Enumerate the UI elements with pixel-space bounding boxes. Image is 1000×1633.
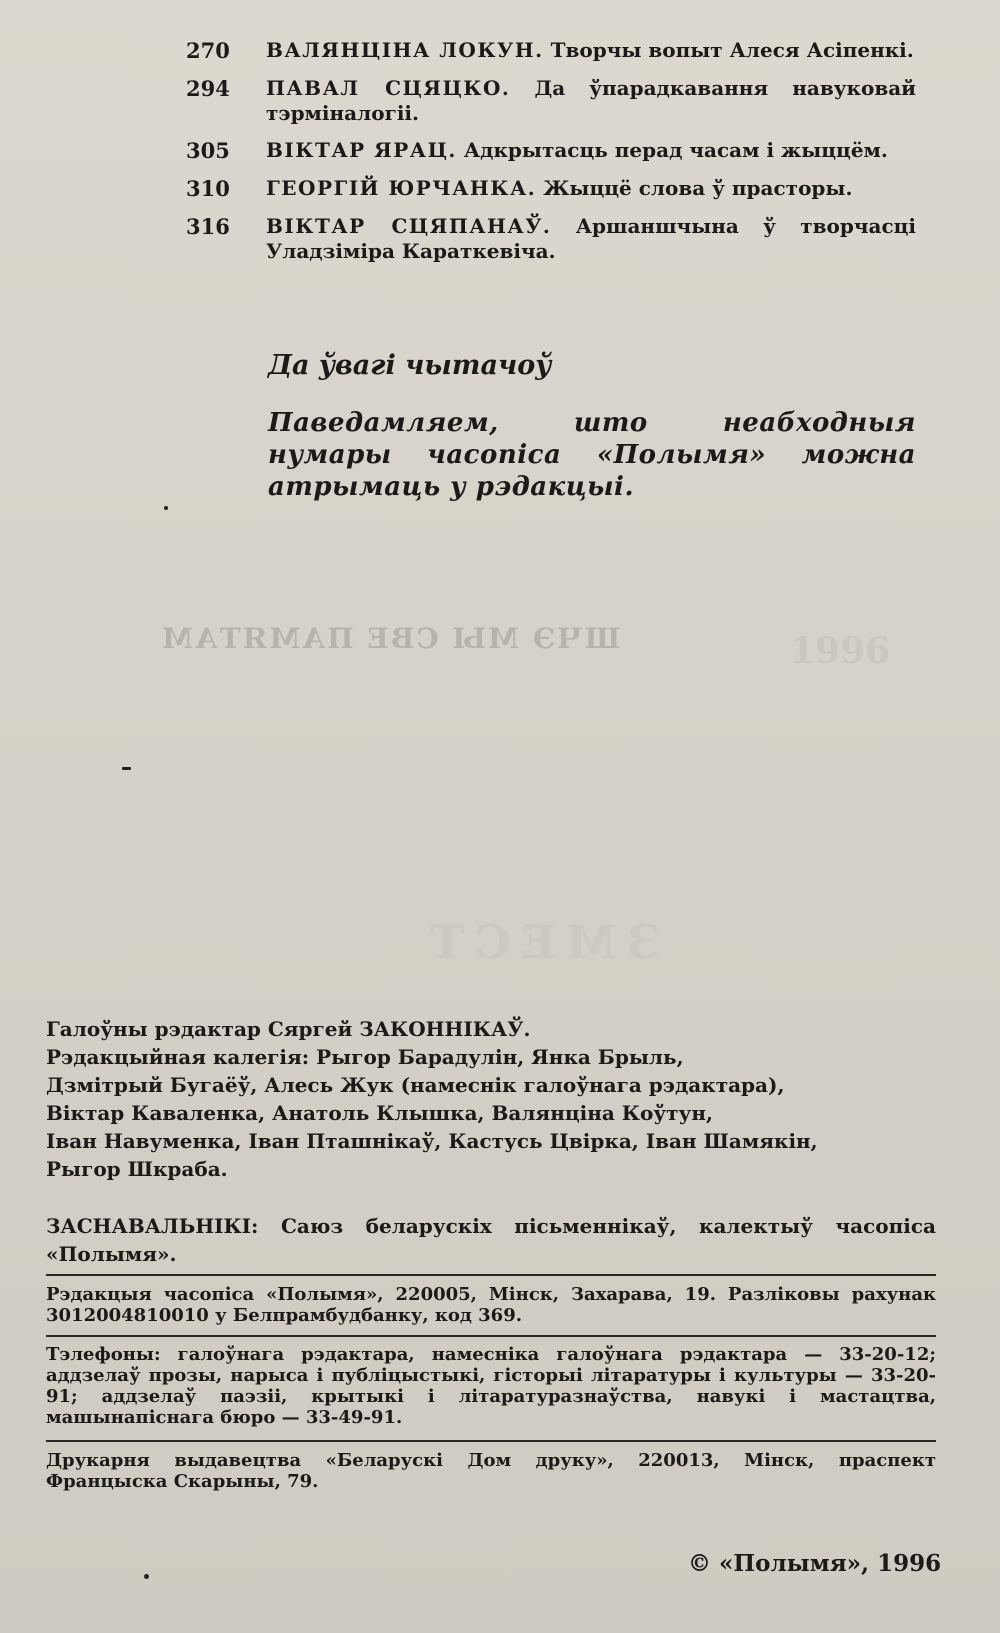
- editorial-board-line: Дзмітрый Бугаёў, Алесь Жук (намеснік галоўнага рэдактара),: [46, 1073, 785, 1097]
- editorial-board-line: Рэдакцыйная калегія: Рыгор Барадулін, Янка Брыль,: [46, 1045, 684, 1069]
- toc-entry-text: [266, 38, 916, 64]
- toc-entry: [186, 176, 916, 202]
- divider: [46, 1335, 936, 1337]
- toc-page-number: 305: [186, 138, 230, 163]
- toc-entry: [186, 138, 916, 164]
- toc-title: Да ўпарадкавання навуковай тэрміналогіі.: [266, 76, 917, 125]
- founders: ЗАСНАВАЛЬНІКІ: Саюз беларускіх пісьменнікаў, калектыў часопіса «Полымя».: [46, 1214, 936, 1266]
- printing-house: Друкарня выдавецтва «Беларускі Дом друку», 220013, Мінск, праспект Францыска Скарыны, 79.: [46, 1450, 936, 1492]
- toc-entry-text: [266, 138, 916, 164]
- toc-entry-text: [266, 176, 916, 202]
- toc-page-number: 310: [186, 176, 230, 201]
- editorial-board-line: Іван Навуменка, Іван Пташнікаў, Кастусь Цвірка, Іван Шамякін,: [46, 1129, 818, 1153]
- toc-author: ВАЛЯНЦІНА ЛОКУН.: [266, 38, 544, 62]
- toc-author: ВІКТАР СЦЯПАНАЎ.: [266, 214, 552, 238]
- toc-title: Жыццё слова ў прасторы.: [543, 176, 853, 200]
- print-speck: [164, 506, 168, 510]
- toc-entry-text: [266, 76, 916, 126]
- toc-page-number: 316: [186, 214, 230, 239]
- editor-in-chief-line: Галоўны рэдактар Сяргей ЗАКОННІКАЎ.: [46, 1017, 531, 1041]
- bleed-through-text: ШЧЭ МЫ СВЕ ПАМЯТАМ: [160, 622, 621, 655]
- bleed-through-text: 1996: [790, 630, 891, 672]
- toc-title: Аршаншчына ў творчасці Уладзіміра Караткевіча.: [266, 214, 917, 263]
- notice-heading: Да ўвагі чытачоў: [268, 350, 552, 381]
- editorial-board: [46, 1015, 936, 1183]
- toc-author: ВІКТАР ЯРАЦ.: [266, 138, 457, 162]
- editorial-board-line: Рыгор Шкраба.: [46, 1157, 228, 1181]
- toc-page-number: 270: [186, 38, 230, 63]
- notice-body: Паведамляем, што неабходныя нумары часопіса «Полымя» можна атрымаць у рэдакцыі.: [268, 408, 916, 502]
- copyright: © «Полымя», 1996: [688, 1550, 942, 1577]
- bleed-through-text: ЗМЕСТ: [420, 915, 660, 969]
- toc-entry: [186, 38, 916, 64]
- print-speck: [122, 767, 131, 770]
- toc-entry: [186, 76, 916, 126]
- editorial-board-line: Віктар Каваленка, Анатоль Клышка, Валянціна Коўтун,: [46, 1101, 713, 1125]
- toc-author: ПАВАЛ СЦЯЦКО.: [266, 76, 511, 100]
- toc-title: Адкрытасць перад часам і жыццём.: [463, 138, 888, 162]
- toc-entry: [186, 214, 916, 264]
- divider: [46, 1440, 936, 1442]
- reader-notice: [268, 350, 916, 503]
- toc-author: ГЕОРГІЙ ЮРЧАНКА.: [266, 176, 537, 200]
- toc-entry-text: [266, 214, 916, 264]
- print-speck: [144, 1574, 149, 1579]
- phone-numbers: Тэлефоны: галоўнага рэдактара, намесніка галоўнага рэдактара — 33-20-12; аддзелаў прозы, нарыса і публіцыстыкі, гісторыі літаратуры і культуры — 33-20-91; аддзелаў паэзіі, крытыкі і літаратуразнаўства, навукі і мастацтва, машынапіснага бюро — 33-49-91.: [46, 1344, 936, 1428]
- toc-title: Творчы вопыт Алеся Асіпенкі.: [550, 38, 914, 62]
- table-of-contents: [186, 38, 916, 276]
- editorial-address: Рэдакцыя часопіса «Полымя», 220005, Мінск, Захарава, 19. Разліковы рахунак 3012004810010 у Белпрамбудбанку, код 369.: [46, 1284, 936, 1326]
- toc-page-number: 294: [186, 76, 230, 101]
- divider: [46, 1274, 936, 1276]
